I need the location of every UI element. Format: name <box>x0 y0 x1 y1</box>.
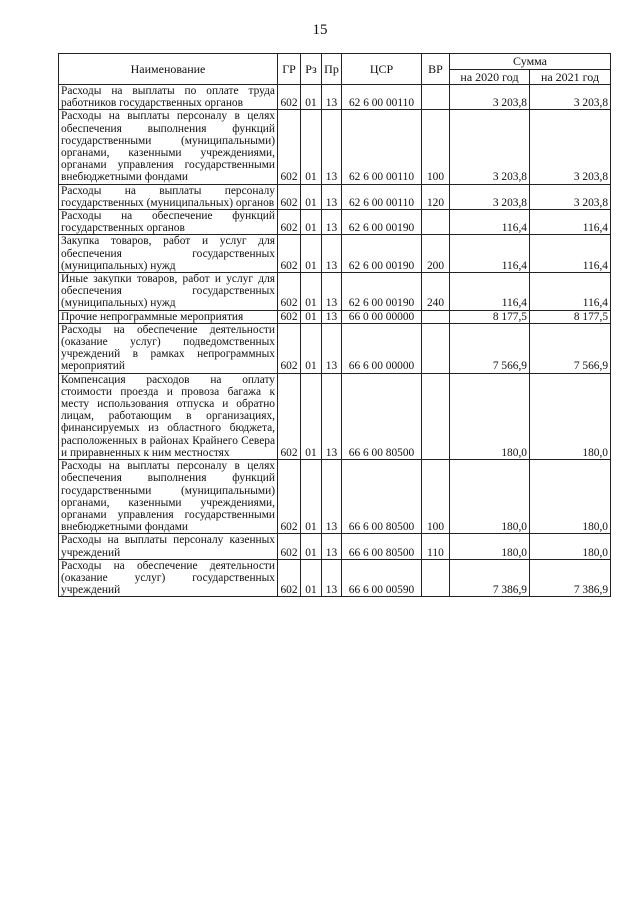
cell-vr <box>422 85 450 110</box>
cell-vr: 120 <box>422 184 450 209</box>
table-row <box>59 460 611 534</box>
cell-vr: 200 <box>422 235 450 273</box>
cell-rz: 01 <box>301 323 322 373</box>
cell-y2021: 8 177,5 <box>530 310 611 323</box>
cell-rz: 01 <box>301 210 322 235</box>
cell-csr: 62 6 00 00110 <box>342 85 422 110</box>
cell-vr <box>422 323 450 373</box>
cell-pr: 13 <box>322 85 342 110</box>
header-gr: ГР <box>278 54 301 85</box>
cell-pr: 13 <box>322 184 342 209</box>
table-row <box>59 110 611 184</box>
header-row <box>59 54 611 70</box>
cell-vr <box>422 373 450 459</box>
table-row <box>59 235 611 273</box>
cell-csr: 66 6 00 00000 <box>342 323 422 373</box>
cell-name: Прочие непрограммные мероприятия <box>59 310 278 323</box>
cell-y2020: 180,0 <box>450 373 530 459</box>
cell-vr: 100 <box>422 110 450 184</box>
cell-vr: 100 <box>422 460 450 534</box>
cell-name: Расходы на выплаты персоналу в целях обеспечения выполнения функций государственными (муниципальными) органами, казенными учреждениями, органами управления государственными внебюджетными фондами <box>59 460 278 534</box>
cell-rz: 01 <box>301 310 322 323</box>
cell-pr: 13 <box>322 460 342 534</box>
cell-name: Расходы на выплаты персоналу государственных (муниципальных) органов <box>59 184 278 209</box>
header-2021: на 2021 год <box>530 69 611 85</box>
table-row <box>59 534 611 559</box>
cell-csr: 66 6 00 80500 <box>342 460 422 534</box>
cell-pr: 13 <box>322 323 342 373</box>
cell-rz: 01 <box>301 273 322 311</box>
cell-y2021: 116,4 <box>530 235 611 273</box>
table-row <box>59 373 611 459</box>
cell-csr: 66 6 00 00590 <box>342 559 422 597</box>
cell-y2020: 180,0 <box>450 460 530 534</box>
cell-csr: 66 6 00 80500 <box>342 373 422 459</box>
cell-vr <box>422 210 450 235</box>
cell-name: Расходы на выплаты по оплате труда работников государственных органов <box>59 85 278 110</box>
cell-gr: 602 <box>278 323 301 373</box>
cell-y2020: 8 177,5 <box>450 310 530 323</box>
cell-gr: 602 <box>278 273 301 311</box>
cell-y2020: 3 203,8 <box>450 110 530 184</box>
table-row <box>59 310 611 323</box>
cell-rz: 01 <box>301 85 322 110</box>
table-row <box>59 184 611 209</box>
cell-vr <box>422 310 450 323</box>
cell-pr: 13 <box>322 273 342 311</box>
cell-csr: 62 6 00 00110 <box>342 110 422 184</box>
cell-rz: 01 <box>301 559 322 597</box>
cell-rz: 01 <box>301 534 322 559</box>
cell-csr: 62 6 00 00190 <box>342 235 422 273</box>
cell-gr: 602 <box>278 559 301 597</box>
header-2020: на 2020 год <box>450 69 530 85</box>
cell-vr: 110 <box>422 534 450 559</box>
cell-gr: 602 <box>278 110 301 184</box>
cell-vr <box>422 559 450 597</box>
cell-pr: 13 <box>322 559 342 597</box>
cell-y2021: 116,4 <box>530 210 611 235</box>
cell-rz: 01 <box>301 110 322 184</box>
cell-gr: 602 <box>278 85 301 110</box>
cell-csr: 62 6 00 00190 <box>342 210 422 235</box>
cell-y2021: 3 203,8 <box>530 110 611 184</box>
cell-y2021: 116,4 <box>530 273 611 311</box>
table-row <box>59 210 611 235</box>
cell-rz: 01 <box>301 184 322 209</box>
header-pr: Пр <box>322 54 342 85</box>
cell-gr: 602 <box>278 373 301 459</box>
cell-y2021: 180,0 <box>530 534 611 559</box>
table-row <box>59 559 611 597</box>
cell-csr: 66 6 00 80500 <box>342 534 422 559</box>
cell-pr: 13 <box>322 110 342 184</box>
cell-y2020: 116,4 <box>450 210 530 235</box>
cell-y2021: 7 566,9 <box>530 323 611 373</box>
table-row <box>59 273 611 311</box>
cell-y2020: 3 203,8 <box>450 85 530 110</box>
budget-table <box>58 53 611 597</box>
cell-name: Компенсация расходов на оплату стоимости проезда и провоза багажа к месту использования отпуска и обратно лицам, работающим в организациях, финансируемых из областного бюджета, расположенных в районах Крайнего Севера и приравненных к ним местностях <box>59 373 278 459</box>
page-number: 15 <box>312 22 328 38</box>
cell-name: Расходы на выплаты персоналу казенных учреждений <box>59 534 278 559</box>
cell-name: Расходы на обеспечение деятельности (оказание услуг) государственных учреждений <box>59 559 278 597</box>
cell-rz: 01 <box>301 460 322 534</box>
cell-y2021: 3 203,8 <box>530 184 611 209</box>
table-row <box>59 85 611 110</box>
cell-gr: 602 <box>278 184 301 209</box>
header-sum: Сумма <box>450 54 611 70</box>
cell-gr: 602 <box>278 534 301 559</box>
header-name: Наименование <box>59 54 278 85</box>
cell-name: Расходы на обеспечение функций государственных органов <box>59 210 278 235</box>
cell-y2020: 116,4 <box>450 235 530 273</box>
cell-gr: 602 <box>278 235 301 273</box>
cell-y2020: 116,4 <box>450 273 530 311</box>
cell-y2020: 7 566,9 <box>450 323 530 373</box>
cell-name: Закупка товаров, работ и услуг для обеспечения государственных (муниципальных) нужд <box>59 235 278 273</box>
cell-csr: 62 6 00 00190 <box>342 273 422 311</box>
cell-pr: 13 <box>322 310 342 323</box>
cell-pr: 13 <box>322 534 342 559</box>
cell-y2021: 180,0 <box>530 373 611 459</box>
cell-gr: 602 <box>278 310 301 323</box>
cell-csr: 62 6 00 00110 <box>342 184 422 209</box>
cell-y2020: 3 203,8 <box>450 184 530 209</box>
cell-y2021: 7 386,9 <box>530 559 611 597</box>
cell-gr: 602 <box>278 460 301 534</box>
cell-y2020: 180,0 <box>450 534 530 559</box>
cell-pr: 13 <box>322 210 342 235</box>
cell-name: Расходы на выплаты персоналу в целях обеспечения выполнения функций государственными (муниципальными) органами, казенными учреждениями, органами управления государственными внебюджетными фондами <box>59 110 278 184</box>
cell-rz: 01 <box>301 235 322 273</box>
cell-y2021: 180,0 <box>530 460 611 534</box>
cell-pr: 13 <box>322 373 342 459</box>
cell-y2020: 7 386,9 <box>450 559 530 597</box>
table-body <box>59 85 611 597</box>
cell-vr: 240 <box>422 273 450 311</box>
table-row <box>59 323 611 373</box>
cell-gr: 602 <box>278 210 301 235</box>
cell-name: Иные закупки товаров, работ и услуг для обеспечения государственных (муниципальных) нужд <box>59 273 278 311</box>
header-rz: Рз <box>301 54 322 85</box>
cell-y2021: 3 203,8 <box>530 85 611 110</box>
header-csr: ЦСР <box>342 54 422 85</box>
cell-rz: 01 <box>301 373 322 459</box>
cell-csr: 66 0 00 00000 <box>342 310 422 323</box>
header-vr: ВР <box>422 54 450 85</box>
cell-name: Расходы на обеспечение деятельности (оказание услуг) подведомственных учреждений в рамках непрограммных мероприятий <box>59 323 278 373</box>
cell-pr: 13 <box>322 235 342 273</box>
